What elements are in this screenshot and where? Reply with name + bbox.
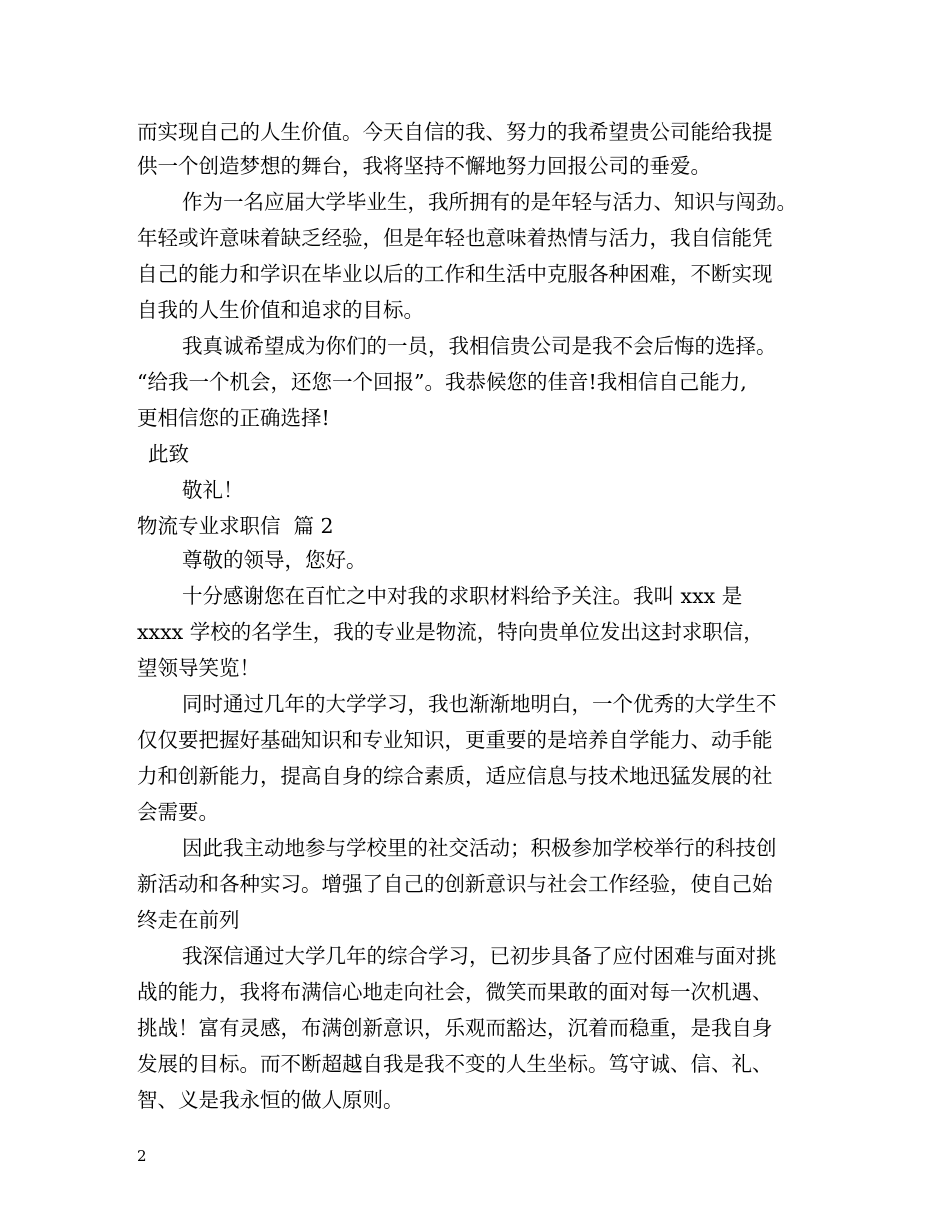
text-line: 新活动和各种实习。增强了自己的创新意识与社会工作经验，使自己始 [137,872,773,896]
text-line: 挑战！富有灵感，布满创新意识，乐观而豁达，沉着而稳重，是我自身 [137,1016,773,1040]
text-line: 仅仅要把握好基础知识和专业知识，更重要的是培养自学能力、动手能 [137,728,773,752]
text-line: 同时通过几年的大学学习，我也渐渐地明白，一个优秀的大学生不 [182,692,777,716]
text-line: 因此我主动地参与学校里的社交活动；积极参加学校举行的科技创 [182,836,777,860]
text-line: xxxx 学校的名学生，我的专业是物流，特向贵单位发出这封求职信， [137,620,764,644]
closing-regards: 敬礼！ [182,478,244,502]
section-heading: 物流专业求职信 篇 2 [137,514,334,538]
text-line: 作为一名应届大学毕业生，我所拥有的是年轻与活力、知识与闯劲。 [182,190,797,214]
text-line: 年轻或许意味着缺乏经验，但是年轻也意味着热情与活力，我自信能凭 [137,226,773,250]
text-line: 终走在前列 [137,908,240,932]
text-line: 自我的人生价值和追求的目标。 [137,298,424,322]
text-line: 十分感谢您在百忙之中对我的求职材料给予关注。我叫 xxx 是 [182,584,743,608]
text-line: 自己的能力和学识在毕业以后的工作和生活中克服各种困难，不断实现 [137,262,773,286]
text-line: 力和创新能力，提高自身的综合素质，适应信息与技术地迅猛发展的社 [137,764,773,788]
text-line: 我真诚希望成为你们的一员，我相信贵公司是我不会后悔的选择。 [182,334,777,358]
text-line: 供一个创造梦想的舞台，我将坚持不懈地努力回报公司的垂爱。 [137,154,711,178]
text-line: 发展的目标。而不断超越自我是我不变的人生坐标。笃守诚、信、礼、 [137,1052,773,1076]
text-line: 望领导笑览！ [137,656,260,680]
greeting-line: 尊敬的领导，您好。 [182,548,367,572]
text-line: 更相信您的正确选择! [137,406,330,430]
text-line: 会需要。 [137,800,219,824]
closing-salutation: 此致 [148,442,189,466]
page-number: 2 [137,1147,147,1165]
text-line: 战的能力，我将布满信心地走向社会，微笑而果敢的面对每一次机遇、 [137,980,773,1004]
text-line: 我深信通过大学几年的综合学习，已初步具备了应付困难与面对挑 [182,944,777,968]
text-line: 智、义是我永恒的做人原则。 [137,1088,404,1112]
text-line: 而实现自己的人生价值。今天自信的我、努力的我希望贵公司能给我提 [137,120,773,144]
text-line: “给我一个机会，还您一个回报”。我恭候您的佳音!我相信自己能力, [137,370,747,394]
